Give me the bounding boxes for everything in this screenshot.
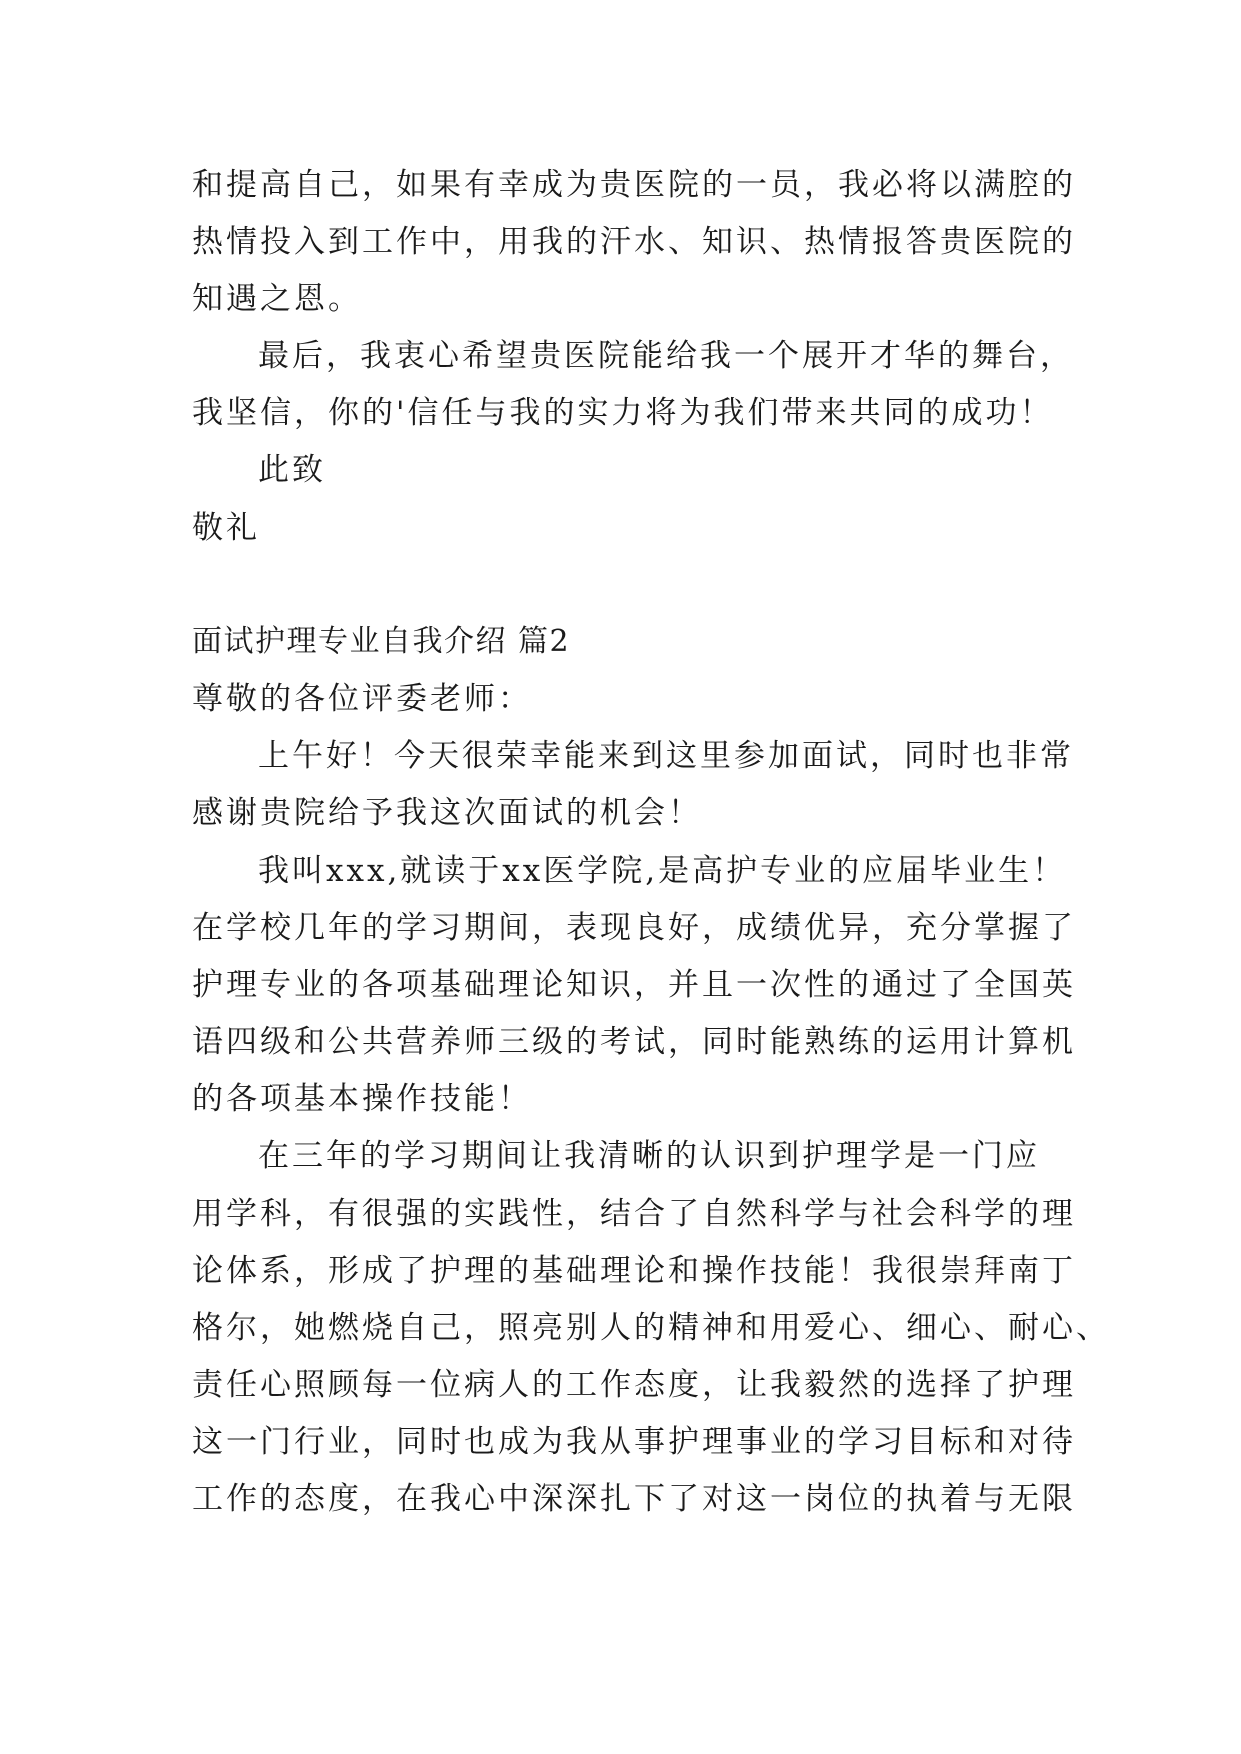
text-line: 上午好！今天很荣幸能来到这里参加面试，同时也非常	[258, 738, 1074, 774]
text-line: 在学校几年的学习期间，表现良好，成绩优异，充分掌握了	[192, 910, 1076, 946]
text-line: 热情投入到工作中，用我的汗水、知识、热情报答贵医院的	[192, 224, 1076, 260]
text-line: 责任心照顾每一位病人的工作态度，让我毅然的选择了护理	[192, 1367, 1076, 1403]
salutation-line: 敬礼	[192, 510, 260, 546]
text-line: 工作的态度，在我心中深深扎下了对这一岗位的执着与无限	[192, 1481, 1076, 1517]
text-line: 语四级和公共营养师三级的考试，同时能熟练的运用计算机	[192, 1024, 1076, 1060]
text-line: 我坚信，你的'信任与我的实力将为我们带来共同的成功！	[192, 395, 1054, 431]
text-line: 用学科，有很强的实践性，结合了自然科学与社会科学的理	[192, 1196, 1076, 1232]
text-line: 格尔，她燃烧自己，照亮别人的精神和用爱心、细心、耐心、	[192, 1310, 1110, 1346]
section-title: 面试护理专业自我介绍 篇2	[192, 624, 571, 659]
text-line: 的各项基本操作技能！	[192, 1081, 532, 1117]
text-line: 知遇之恩。	[192, 281, 362, 317]
text-line: 最后，我衷心希望贵医院能给我一个展开才华的舞台，	[258, 338, 1074, 374]
greeting-line: 尊敬的各位评委老师：	[192, 681, 532, 717]
salutation-line: 此致	[258, 452, 326, 488]
text-line: 我叫xxx,就读于xx医学院,是高护专业的应届毕业生！	[258, 853, 1067, 889]
text-line: 这一门行业，同时也成为我从事护理事业的学习目标和对待	[192, 1424, 1076, 1460]
text-line: 感谢贵院给予我这次面试的机会！	[192, 795, 702, 831]
text-line: 在三年的学习期间让我清晰的认识到护理学是一门应	[258, 1138, 1040, 1174]
text-line: 和提高自己，如果有幸成为贵医院的一员，我必将以满腔的	[192, 167, 1076, 203]
text-line: 论体系，形成了护理的基础理论和操作技能！我很崇拜南丁	[192, 1253, 1076, 1289]
text-line: 护理专业的各项基础理论知识，并且一次性的通过了全国英	[192, 967, 1076, 1003]
